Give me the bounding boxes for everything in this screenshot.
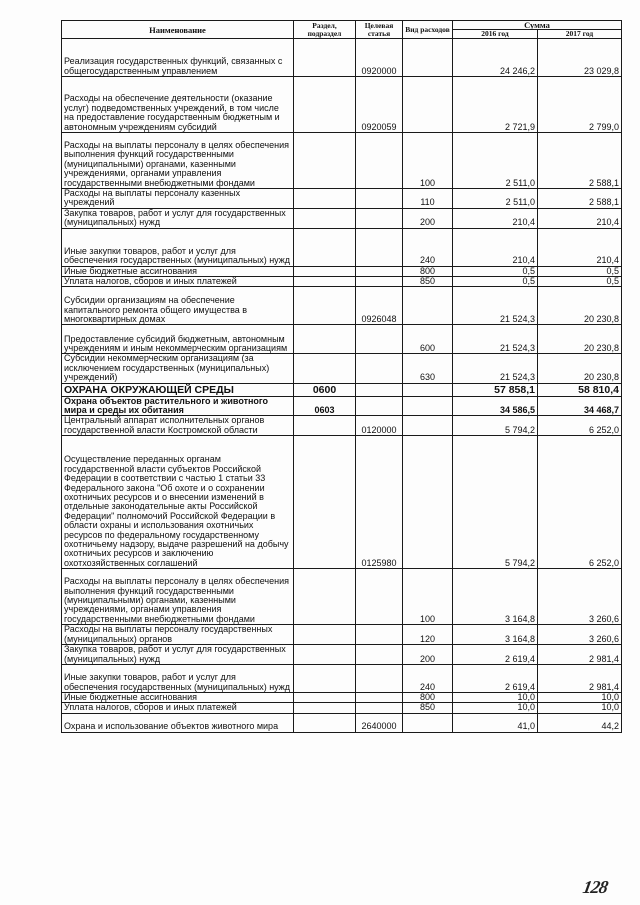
row-sum-2017: 20 230,8: [538, 354, 622, 383]
row-section: [294, 228, 356, 266]
row-section: [294, 189, 356, 209]
table-row: [62, 325, 622, 354]
row-section: [294, 664, 356, 692]
row-name: Закупка товаров, работ и услуг для государственных (муниципальных) нужд: [62, 645, 294, 665]
row-sum-2016: 210,4: [453, 228, 538, 266]
row-sum-2016: 5 794,2: [453, 416, 538, 436]
row-sum-2016: 10,0: [453, 692, 538, 702]
row-sum-2017: 34 468,7: [538, 396, 622, 416]
row-name: Расходы на выплаты персоналу в целях обеспечения выполнения функций государственными (муниципальными) органами, казенными учреждениями, органами управления государственными внебюджетными фондами: [62, 569, 294, 625]
row-sum-2017: 2 588,1: [538, 133, 622, 189]
table-row: [62, 354, 622, 383]
row-sum-2017: 58 810,4: [538, 383, 622, 396]
table-row: [62, 208, 622, 228]
row-name: Расходы на выплаты персоналу государственных (муниципальных) органов: [62, 625, 294, 645]
row-section: [294, 692, 356, 702]
row-target: [356, 664, 403, 692]
row-target: [356, 228, 403, 266]
row-expense-type: [403, 396, 453, 416]
row-sum-2016: 3 164,8: [453, 625, 538, 645]
table-row: [62, 436, 622, 569]
header-target: Целевая статья: [356, 21, 403, 39]
row-name: Уплата налогов, сборов и иных платежей: [62, 277, 294, 287]
row-expense-type: [403, 287, 453, 325]
row-section: [294, 569, 356, 625]
row-name: Уплата налогов, сборов и иных платежей: [62, 703, 294, 713]
header-sum: Сумма: [453, 21, 622, 30]
row-sum-2016: 2 721,9: [453, 77, 538, 133]
row-sum-2016: 10,0: [453, 703, 538, 713]
table-row: [62, 77, 622, 133]
table-row: [62, 692, 622, 702]
row-expense-type: 600: [403, 325, 453, 354]
row-sum-2016: 57 858,1: [453, 383, 538, 396]
header-year-2016: 2016 год: [453, 30, 538, 39]
row-target: [356, 266, 403, 276]
row-name: Субсидии организациям на обеспечение капитального ремонта общего имущества в многоквартирных домах: [62, 287, 294, 325]
table-row: [62, 396, 622, 416]
table-row: [62, 383, 622, 396]
row-section: [294, 277, 356, 287]
row-target: [356, 133, 403, 189]
row-target: [356, 625, 403, 645]
row-name: Расходы на обеспечение деятельности (оказание услуг) подведомственных учреждений, в том числе на предоставление государственным бюджетным и автономным учреждениям субсидий: [62, 77, 294, 133]
row-target: [356, 396, 403, 416]
row-sum-2017: 2 799,0: [538, 77, 622, 133]
row-name: Иные закупки товаров, работ и услуг для обеспечения государственных (муниципальных) нужд: [62, 664, 294, 692]
row-target: [356, 645, 403, 665]
header-expense-type: Вид расходов: [403, 21, 453, 39]
row-name: Иные бюджетные ассигнования: [62, 692, 294, 702]
row-expense-type: [403, 77, 453, 133]
row-expense-type: 200: [403, 208, 453, 228]
row-target: [356, 692, 403, 702]
budget-table: [61, 20, 622, 733]
row-sum-2016: 5 794,2: [453, 436, 538, 569]
row-name: Иные бюджетные ассигнования: [62, 266, 294, 276]
row-sum-2016: 2 619,4: [453, 645, 538, 665]
row-sum-2017: 3 260,6: [538, 625, 622, 645]
row-sum-2017: 2 981,4: [538, 645, 622, 665]
row-sum-2016: 2 511,0: [453, 189, 538, 209]
row-target: [356, 354, 403, 383]
row-section: [294, 703, 356, 713]
row-sum-2016: 210,4: [453, 208, 538, 228]
row-sum-2017: 20 230,8: [538, 287, 622, 325]
row-expense-type: 100: [403, 133, 453, 189]
table-row: [62, 228, 622, 266]
row-sum-2016: 2 511,0: [453, 133, 538, 189]
table-row: [62, 713, 622, 732]
row-section: [294, 713, 356, 732]
row-target: 2640000: [356, 713, 403, 732]
row-expense-type: [403, 416, 453, 436]
row-name: Иные закупки товаров, работ и услуг для обеспечения государственных (муниципальных) нужд: [62, 228, 294, 266]
table-row: [62, 189, 622, 209]
row-expense-type: 800: [403, 692, 453, 702]
row-target: 0920059: [356, 77, 403, 133]
row-sum-2016: 21 524,3: [453, 325, 538, 354]
row-expense-type: 630: [403, 354, 453, 383]
page-number: 128: [581, 877, 609, 897]
row-sum-2017: 10,0: [538, 692, 622, 702]
row-sum-2017: 3 260,6: [538, 569, 622, 625]
row-section: [294, 208, 356, 228]
row-sum-2017: 2 588,1: [538, 189, 622, 209]
row-expense-type: 120: [403, 625, 453, 645]
row-sum-2017: 44,2: [538, 713, 622, 732]
row-section: [294, 645, 356, 665]
row-sum-2017: 210,4: [538, 228, 622, 266]
row-name: Центральный аппарат исполнительных органов государственной власти Костромской области: [62, 416, 294, 436]
row-name: Охрана объектов растительного и животного мира и среды их обитания: [62, 396, 294, 416]
table-row: [62, 645, 622, 665]
row-sum-2016: 34 586,5: [453, 396, 538, 416]
row-sum-2017: 10,0: [538, 703, 622, 713]
row-sum-2017: 210,4: [538, 208, 622, 228]
table-row: [62, 664, 622, 692]
row-name: Предоставление субсидий бюджетным, автономным учреждениям и иным некоммерческим организациям: [62, 325, 294, 354]
row-expense-type: [403, 383, 453, 396]
header-name: Наименование: [62, 21, 294, 39]
row-section: [294, 625, 356, 645]
row-name: Реализация государственных функций, связанных с общегосударственным управлением: [62, 39, 294, 77]
row-sum-2016: 41,0: [453, 713, 538, 732]
row-sum-2016: 21 524,3: [453, 354, 538, 383]
row-section: [294, 77, 356, 133]
row-sum-2017: 20 230,8: [538, 325, 622, 354]
row-target: 0920000: [356, 39, 403, 77]
row-target: [356, 569, 403, 625]
row-sum-2017: 6 252,0: [538, 436, 622, 569]
row-section: [294, 133, 356, 189]
row-section: [294, 39, 356, 77]
row-name: Субсидии некоммерческим организациям (за исключением государственных (муниципальных) учреждений): [62, 354, 294, 383]
row-expense-type: 240: [403, 228, 453, 266]
row-expense-type: [403, 713, 453, 732]
row-target: [356, 383, 403, 396]
row-sum-2017: 23 029,8: [538, 39, 622, 77]
row-target: 0125980: [356, 436, 403, 569]
row-target: 0120000: [356, 416, 403, 436]
row-target: [356, 277, 403, 287]
row-name: Осуществление переданных органам государственной власти субъектов Российской Федерации в соответствии с частью 1 статьи 33 Федерального закона "Об охоте и о сохранении охотничьих ресурсов и о внесении изменений в отдельные законодательные акты Российской Федерации" полномочий Российской Федерации в области охраны и использования охотничьих ресурсов по федеральному государственному охотничьему надзору, выдаче разрешений на добычу охотничьих ресурсов и заключению охотхозяйственных соглашений: [62, 436, 294, 569]
row-section: [294, 266, 356, 276]
row-expense-type: 100: [403, 569, 453, 625]
row-section: [294, 416, 356, 436]
row-name: ОХРАНА ОКРУЖАЮЩЕЙ СРЕДЫ: [62, 383, 294, 396]
row-expense-type: [403, 39, 453, 77]
row-sum-2017: 0,5: [538, 277, 622, 287]
row-target: [356, 325, 403, 354]
row-name: Расходы на выплаты персоналу в целях обеспечения выполнения функций государственными (муниципальными) органами, казенными учреждениями, органами управления государственными внебюджетными фондами: [62, 133, 294, 189]
row-section: [294, 325, 356, 354]
table-row: [62, 39, 622, 77]
header-section: Раздел, подраздел: [294, 21, 356, 39]
row-name: Закупка товаров, работ и услуг для государственных (муниципальных) нужд: [62, 208, 294, 228]
table-row: [62, 287, 622, 325]
row-section: 0600: [294, 383, 356, 396]
row-expense-type: 240: [403, 664, 453, 692]
row-expense-type: [403, 436, 453, 569]
row-target: 0926048: [356, 287, 403, 325]
table-row: [62, 266, 622, 276]
table-row: [62, 569, 622, 625]
row-target: [356, 703, 403, 713]
row-section: [294, 354, 356, 383]
row-target: [356, 208, 403, 228]
table-row: [62, 416, 622, 436]
row-section: [294, 436, 356, 569]
table-row: [62, 277, 622, 287]
row-expense-type: 110: [403, 189, 453, 209]
table-row: [62, 133, 622, 189]
row-sum-2017: 2 981,4: [538, 664, 622, 692]
row-sum-2016: 3 164,8: [453, 569, 538, 625]
row-expense-type: 850: [403, 277, 453, 287]
table-body: [62, 39, 622, 733]
row-sum-2017: 6 252,0: [538, 416, 622, 436]
row-sum-2016: 0,5: [453, 277, 538, 287]
row-section: [294, 287, 356, 325]
row-expense-type: 200: [403, 645, 453, 665]
header-year-2017: 2017 год: [538, 30, 622, 39]
row-sum-2017: 0,5: [538, 266, 622, 276]
table-row: [62, 625, 622, 645]
row-sum-2016: 2 619,4: [453, 664, 538, 692]
row-sum-2016: 21 524,3: [453, 287, 538, 325]
row-section: 0603: [294, 396, 356, 416]
table-row: [62, 703, 622, 713]
row-name: Охрана и использование объектов животного мира: [62, 713, 294, 732]
row-target: [356, 189, 403, 209]
row-name: Расходы на выплаты персоналу казенных учреждений: [62, 189, 294, 209]
row-sum-2016: 0,5: [453, 266, 538, 276]
row-sum-2016: 24 246,2: [453, 39, 538, 77]
row-expense-type: 800: [403, 266, 453, 276]
row-expense-type: 850: [403, 703, 453, 713]
